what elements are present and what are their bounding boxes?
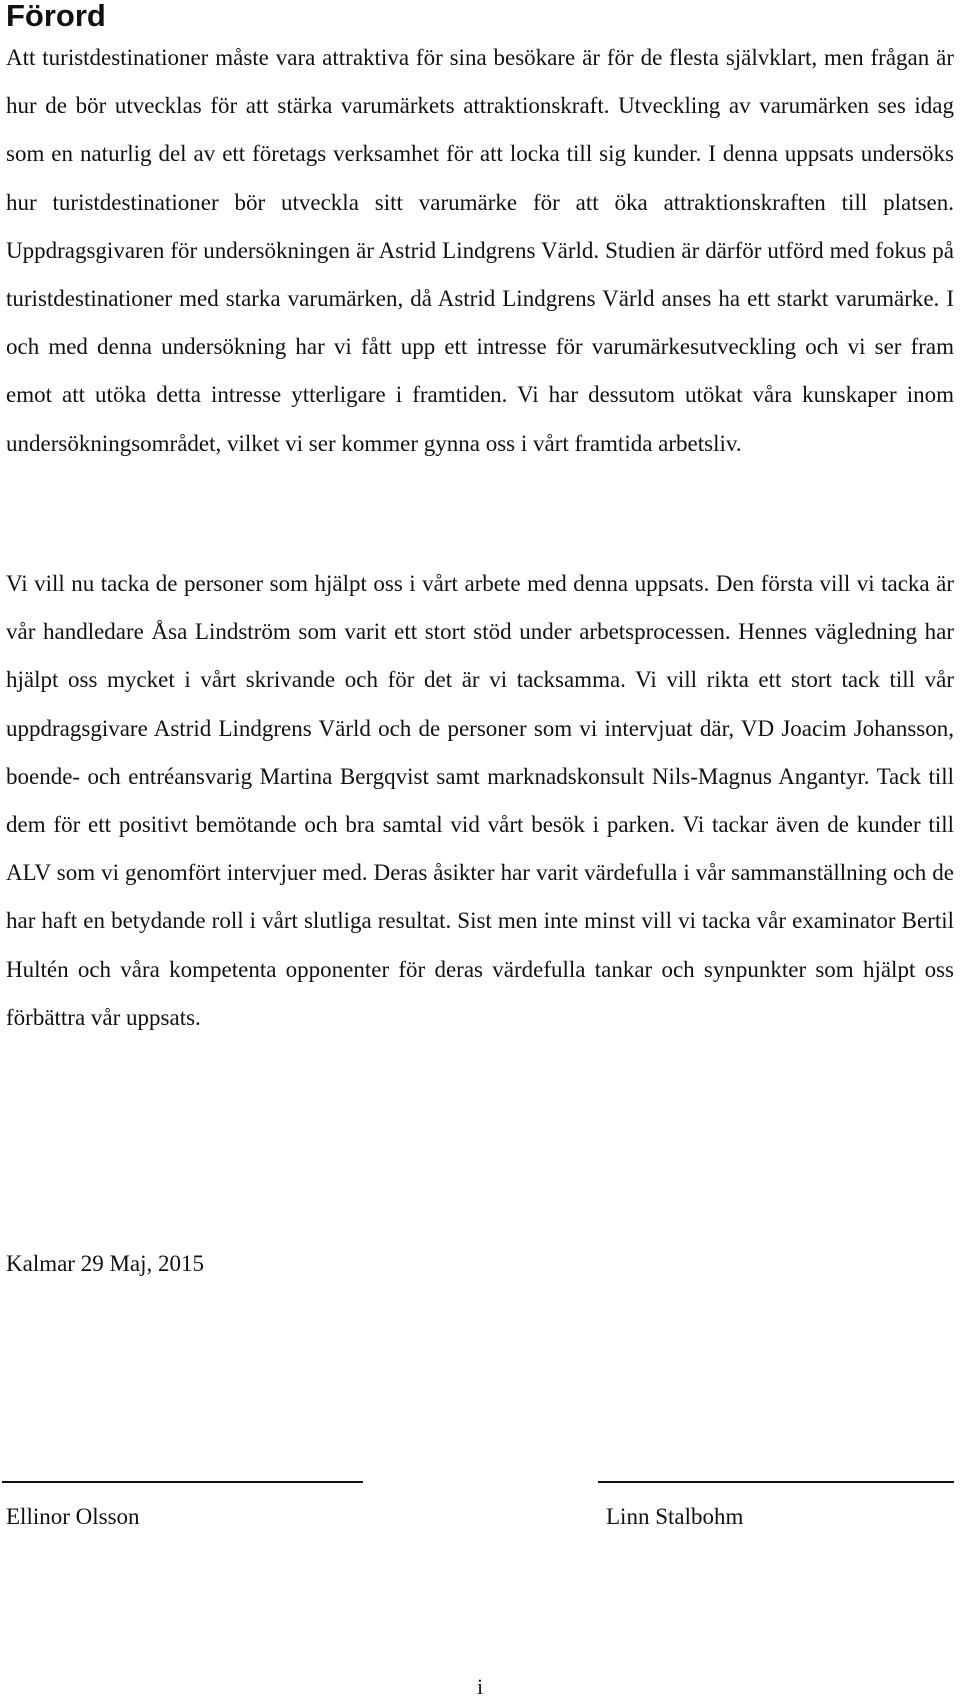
page-number: i: [476, 1674, 484, 1699]
signature-name-left: Ellinor Olsson: [6, 1504, 140, 1529]
signature-name-right: Linn Stalbohm: [606, 1504, 744, 1529]
preface-paragraph-acknowledgements: Vi vill nu tacka de personer som hjälpt oss i vårt arbete med denna uppsats. Den första vill vi tacka är vår handledare Åsa Lindström som varit ett stort stöd under arbetsprocessen. Hennes vägledning har hjälpt oss mycket i vårt skrivande och för det är vi tacksamma. Vi vill rikta ett stort tack till vår uppdragsgivare Astrid Lindgrens Värld och de personer som vi intervjuat där, VD Joacim Johansson, boende- och entréansvarig Martina Bergqvist samt marknadskonsult Nils-Magnus Angantyr. Tack till dem för ett positivt bemötande och bra samtal vid vårt besök i parken. Vi tackar även de kunder till ALV som vi genomfört intervjuer med. Deras åsikter har varit värdefulla i vår sammanställning och de har haft en betydande roll i vårt slutliga resultat. Sist men inte minst vill vi tacka vår examinator Bertil Hultén och våra kompetenta opponenter för deras värdefulla tankar och synpunkter som hjälpt oss förbättra vår uppsats.: [6, 571, 954, 1030]
signature-line-left: [2, 1481, 363, 1483]
signature-line-right: [598, 1481, 954, 1483]
place-and-date: Kalmar 29 Maj, 2015: [6, 1251, 205, 1276]
page-title: Förord: [6, 0, 106, 33]
preface-paragraph-intro: Att turistdestinationer måste vara attraktiva för sina besökare är för de flesta självklart, men frågan är hur de bör utvecklas för att stärka varumärkets attraktionskraft. Utveckling av varumärken ses idag som en naturlig del av ett företags verksamhet för att locka till sig kunder. I denna uppsats undersöks hur turistdestinationer bör utveckla sitt varumärke för att öka attraktionskraften till platsen. Uppdragsgivaren för undersökningen är Astrid Lindgrens Värld. Studien är därför utförd med fokus på turistdestinationer med starka varumärken, då Astrid Lindgrens Värld anses ha ett starkt varumärke. I och med denna undersökning har vi fått upp ett intresse för varumärkesutveckling och vi ser fram emot att utöka detta intresse ytterligare i framtiden. Vi har dessutom utökat våra kunskaper inom undersökningsområdet, vilket vi ser kommer gynna oss i vårt framtida arbetsliv.: [6, 45, 954, 456]
